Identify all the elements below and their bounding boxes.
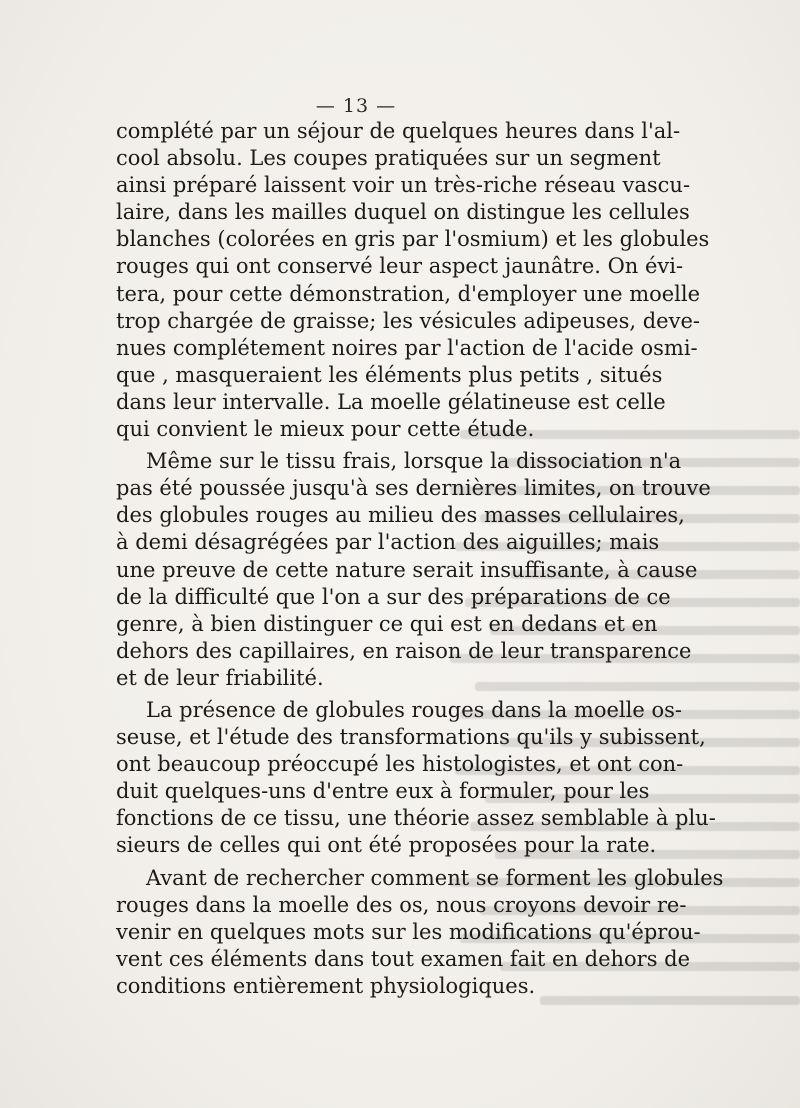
text-line: des globules rouges au milieu des masses cellulaires, [116, 503, 685, 528]
text-line: tera, pour cette démonstration, d'employer une moelle [116, 281, 701, 306]
page-number: — 13 — [315, 95, 397, 117]
text-line: laire, dans les mailles duquel on distingue les cellules [116, 200, 690, 225]
text-line: qui convient le mieux pour cette étude. [116, 417, 535, 442]
text-line: cool absolu. Les coupes pratiquées sur un segment [116, 146, 661, 171]
text-line: nues complétement noires par l'action de l'acide osmi- [116, 335, 698, 360]
text-line: blanches (colorées en gris par l'osmium) et les globules [116, 227, 710, 252]
text-line: que , masqueraient les éléments plus petits , situés [116, 362, 663, 387]
text-line: Avant de rechercher comment se forment les globules [146, 865, 724, 890]
text-line: une preuve de cette nature serait insuffisante, à cause [116, 557, 698, 582]
body-text [116, 118, 724, 1000]
paragraph-1 [116, 118, 710, 443]
paragraph-3 [116, 697, 716, 860]
text-line: et de leur friabilité. [116, 665, 324, 690]
text-line: de la difficulté que l'on a sur des préparations de ce [116, 584, 671, 609]
paragraph-2 [116, 448, 711, 692]
text-line: trop chargée de graisse; les vésicules adipeuses, deve- [116, 308, 700, 333]
text-line: sieurs de celles qui ont été proposées pour la rate. [116, 833, 657, 858]
text-line: fonctions de ce tissu, une théorie assez semblable à plu- [116, 806, 716, 831]
text-line: conditions entièrement physiologiques. [116, 973, 536, 998]
text-line: seuse, et l'étude des transformations qu'ils y subissent, [116, 725, 706, 750]
text-line: dans leur intervalle. La moelle gélatineuse est celle [116, 389, 666, 414]
text-line: La présence de globules rouges dans la moelle os- [146, 697, 682, 722]
text-line: rouges qui ont conservé leur aspect jaunâtre. On évi- [116, 254, 684, 279]
text-line: venir en quelques mots sur les modifications qu'éprou- [116, 919, 701, 944]
text-line: pas été poussée jusqu'à ses dernières limites, on trouve [116, 476, 711, 501]
text-line: ainsi préparé laissent voir un très-riche réseau vascu- [116, 173, 691, 198]
text-line: complété par un séjour de quelques heures dans l'al- [116, 119, 681, 143]
text-line: vent ces éléments dans tout examen fait en dehors de [116, 946, 691, 971]
paragraph-4 [116, 865, 724, 1000]
text-line: rouges dans la moelle des os, nous croyons devoir re- [116, 892, 687, 917]
text-line: genre, à bien distinguer ce qui est en dedans et en [116, 611, 658, 636]
text-line: dehors des capillaires, en raison de leur transparence [116, 638, 692, 663]
text-line: ont beaucoup préoccupé les histologistes, et ont con- [116, 752, 684, 777]
text-line: duit quelques-uns d'entre eux à formuler, pour les [116, 779, 650, 804]
text-line: Même sur le tissu frais, lorsque la dissociation n'a [146, 449, 682, 474]
text-line: à demi désagrégées par l'action des aiguilles; mais [116, 530, 660, 555]
